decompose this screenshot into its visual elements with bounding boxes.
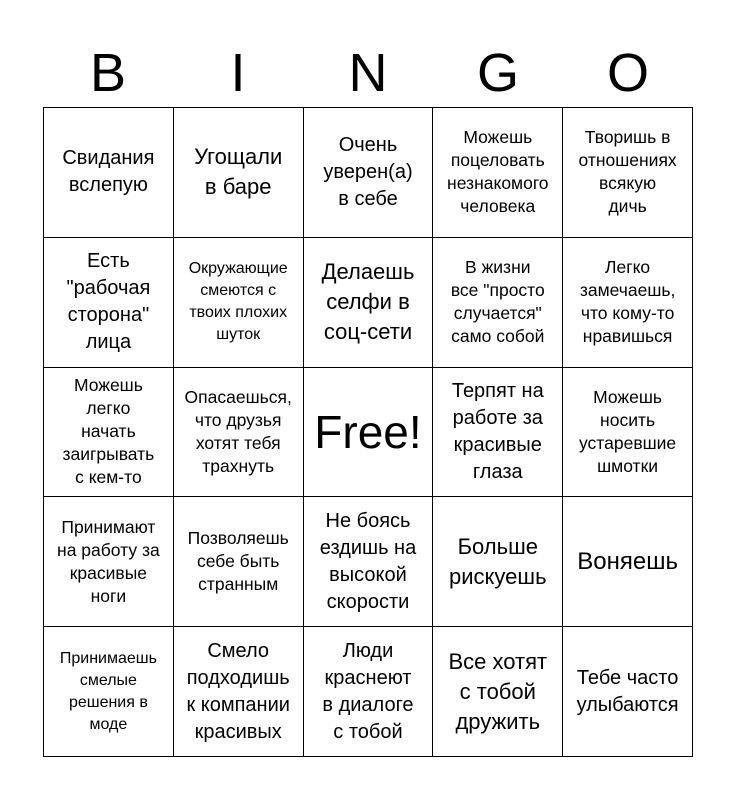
bingo-cell[interactable]: Очень уверен(а) в себе bbox=[304, 108, 434, 238]
bingo-cell[interactable]: Терпят на работе за красивые глаза bbox=[433, 368, 563, 498]
bingo-cell[interactable]: Все хотят с тобой дружить bbox=[433, 627, 563, 757]
bingo-cell[interactable]: Тебе часто улыбаются bbox=[563, 627, 693, 757]
header-letter-i: I bbox=[230, 43, 246, 103]
bingo-cell[interactable]: Легко замечаешь, что кому-то нравишься bbox=[563, 238, 693, 368]
bingo-cell[interactable]: Воняешь bbox=[563, 497, 693, 627]
bingo-cell[interactable]: В жизни все "просто случается" само собой bbox=[433, 238, 563, 368]
bingo-board bbox=[43, 107, 693, 757]
bingo-cell[interactable]: Принимают на работу за красивые ноги bbox=[44, 497, 174, 627]
bingo-cell[interactable]: Есть "рабочая сторона" лица bbox=[44, 238, 174, 368]
bingo-cell[interactable]: Творишь в отношениях всякую дичь bbox=[563, 108, 693, 238]
free-space[interactable]: Free! bbox=[304, 368, 434, 498]
bingo-cell[interactable]: Больше рискуешь bbox=[433, 497, 563, 627]
bingo-cell[interactable]: Не боясь ездишь на высокой скорости bbox=[304, 497, 434, 627]
header-letter-n: N bbox=[348, 43, 388, 103]
header-letter-o: O bbox=[606, 43, 649, 103]
bingo-header bbox=[43, 40, 693, 106]
header-letter-g: G bbox=[476, 43, 519, 103]
bingo-cell[interactable]: Позволяешь себе быть странным bbox=[174, 497, 304, 627]
bingo-cell[interactable]: Можешь легко начать заигрывать с кем-то bbox=[44, 368, 174, 498]
bingo-cell[interactable]: Окружающие смеются с твоих плохих шуток bbox=[174, 238, 304, 368]
bingo-cell[interactable]: Можешь поцеловать незнакомого человека bbox=[433, 108, 563, 238]
bingo-cell[interactable]: Свидания вслепую bbox=[44, 108, 174, 238]
bingo-cell[interactable]: Принимаешь смелые решения в моде bbox=[44, 627, 174, 757]
header-letter-b: B bbox=[89, 43, 127, 103]
bingo-cell[interactable]: Смело подходишь к компании красивых bbox=[174, 627, 304, 757]
bingo-cell[interactable]: Опасаешься, что друзья хотят тебя трахнуть bbox=[174, 368, 304, 498]
bingo-cell[interactable]: Угощали в баре bbox=[174, 108, 304, 238]
bingo-cell[interactable]: Люди краснеют в диалоге с тобой bbox=[304, 627, 434, 757]
bingo-cell[interactable]: Делаешь селфи в соц-сети bbox=[304, 238, 434, 368]
bingo-cell[interactable]: Можешь носить устаревшие шмотки bbox=[563, 368, 693, 498]
